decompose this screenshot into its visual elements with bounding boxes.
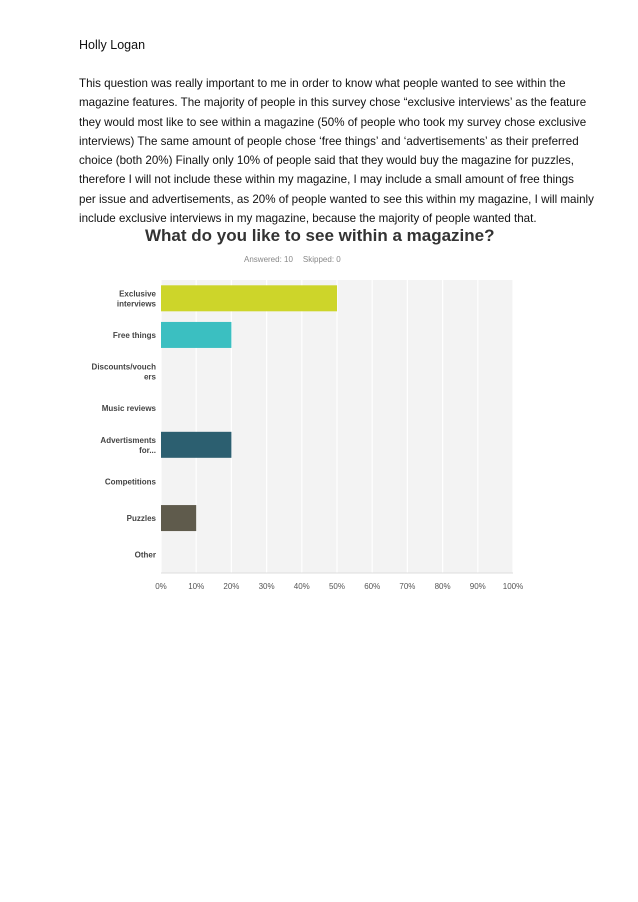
paragraph-line: they would most like to see within a magazine (50% of people who took my survey chose exclusive <box>79 115 587 129</box>
x-tick-label: 60% <box>364 582 381 591</box>
author-name: Holly Logan <box>79 38 146 52</box>
x-tick-label: 100% <box>502 582 524 591</box>
bar <box>161 505 196 531</box>
category-label: Other <box>134 550 156 560</box>
paragraph-line: interviews) The same amount of people chose ‘free things’ and ‘advertisements’ as their preferred <box>79 134 579 148</box>
category-label: Exclusive <box>119 289 156 299</box>
x-tick-label: 40% <box>293 582 310 591</box>
x-tick-label: 70% <box>399 582 416 591</box>
category-label: Discounts/vouch <box>91 362 156 372</box>
paragraph-line: per issue and advertisements, as 20% of people wanted to see this within my magazine, I will mainly <box>79 192 594 206</box>
category-label: Advertisments <box>100 435 156 445</box>
paragraph-line: include exclusive interviews in my magazine, because the majority of people wanted that. <box>79 212 537 226</box>
category-label: Free things <box>112 330 156 340</box>
bar <box>161 285 337 311</box>
x-tick-label: 30% <box>258 582 275 591</box>
x-tick-label: 90% <box>469 582 486 591</box>
bar <box>161 322 231 348</box>
x-tick-label: 0% <box>155 582 167 591</box>
x-tick-label: 20% <box>223 582 240 591</box>
category-label: Puzzles <box>126 514 156 524</box>
paragraph-line: choice (both 20%) Finally only 10% of people said that they would buy the magazine for puzzles, <box>79 154 574 168</box>
category-label: interviews <box>116 299 156 309</box>
skipped-count: Skipped: 0 <box>302 255 341 264</box>
bar <box>161 432 231 458</box>
paragraph-line: This question was really important to me in order to know what people wanted to see within the <box>79 77 566 90</box>
chart-title: What do you like to see within a magazine? <box>145 226 495 245</box>
paragraph-line: therefore I will not include these within my magazine, I may include a small amount of free things <box>79 173 574 187</box>
paragraph-line: magazine features. The majority of people in this survey chose “exclusive interviews’ as the feature <box>79 96 587 110</box>
x-tick-label: 80% <box>434 582 451 591</box>
answered-count: Answered: 10 <box>244 255 293 264</box>
category-label: Music reviews <box>101 404 156 414</box>
category-label: ers <box>143 372 156 382</box>
category-label: Competitions <box>104 477 156 487</box>
category-label: for... <box>139 445 156 455</box>
x-tick-label: 10% <box>188 582 205 591</box>
x-tick-label: 50% <box>328 582 346 591</box>
